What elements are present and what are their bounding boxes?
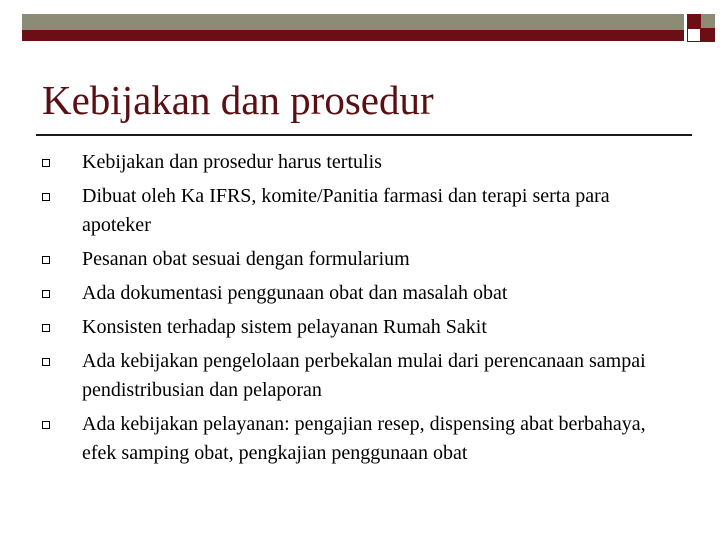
square-bullet-icon <box>42 358 50 366</box>
corner-square-maroon-lower <box>701 28 715 42</box>
list-item <box>40 410 680 468</box>
bullet-text: Konsisten terhadap sistem pelayanan Rumah Sakit <box>82 316 487 338</box>
bullet-text: Ada dokumentasi penggunaan obat dan masalah obat <box>82 282 508 304</box>
bullet-list <box>40 148 680 473</box>
bullet-text: Kebijakan dan prosedur harus tertulis <box>82 151 382 173</box>
bullet-text: Pesanan obat sesuai dengan formularium <box>82 248 410 270</box>
square-bullet-icon <box>42 159 50 167</box>
corner-square-maroon <box>687 14 701 28</box>
header-band-olive <box>22 14 684 30</box>
list-item <box>40 279 680 308</box>
square-bullet-icon <box>42 324 50 332</box>
list-item <box>40 182 680 240</box>
list-item <box>40 148 680 177</box>
square-bullet-icon <box>42 193 50 201</box>
list-item <box>40 347 680 405</box>
title-divider <box>36 134 692 136</box>
square-bullet-icon <box>42 256 50 264</box>
bullet-text: Ada kebijakan pelayanan: pengajian resep, dispensing abat berbahaya, efek samping obat, pengkajian penggunaan obat <box>82 413 646 464</box>
square-bullet-icon <box>42 421 50 429</box>
header-band-maroon <box>22 30 684 41</box>
bullet-text: Dibuat oleh Ka IFRS, komite/Panitia farmasi dan terapi serta para apoteker <box>82 185 610 236</box>
slide-title: Kebijakan dan prosedur <box>42 77 434 123</box>
bullet-text: Ada kebijakan pengelolaan perbekalan mulai dari perencanaan sampai pendistribusian dan pelaporan <box>82 350 646 401</box>
corner-square-olive <box>701 14 715 28</box>
corner-square-outline <box>687 28 701 42</box>
list-item <box>40 313 680 342</box>
square-bullet-icon <box>42 290 50 298</box>
list-item <box>40 245 680 274</box>
